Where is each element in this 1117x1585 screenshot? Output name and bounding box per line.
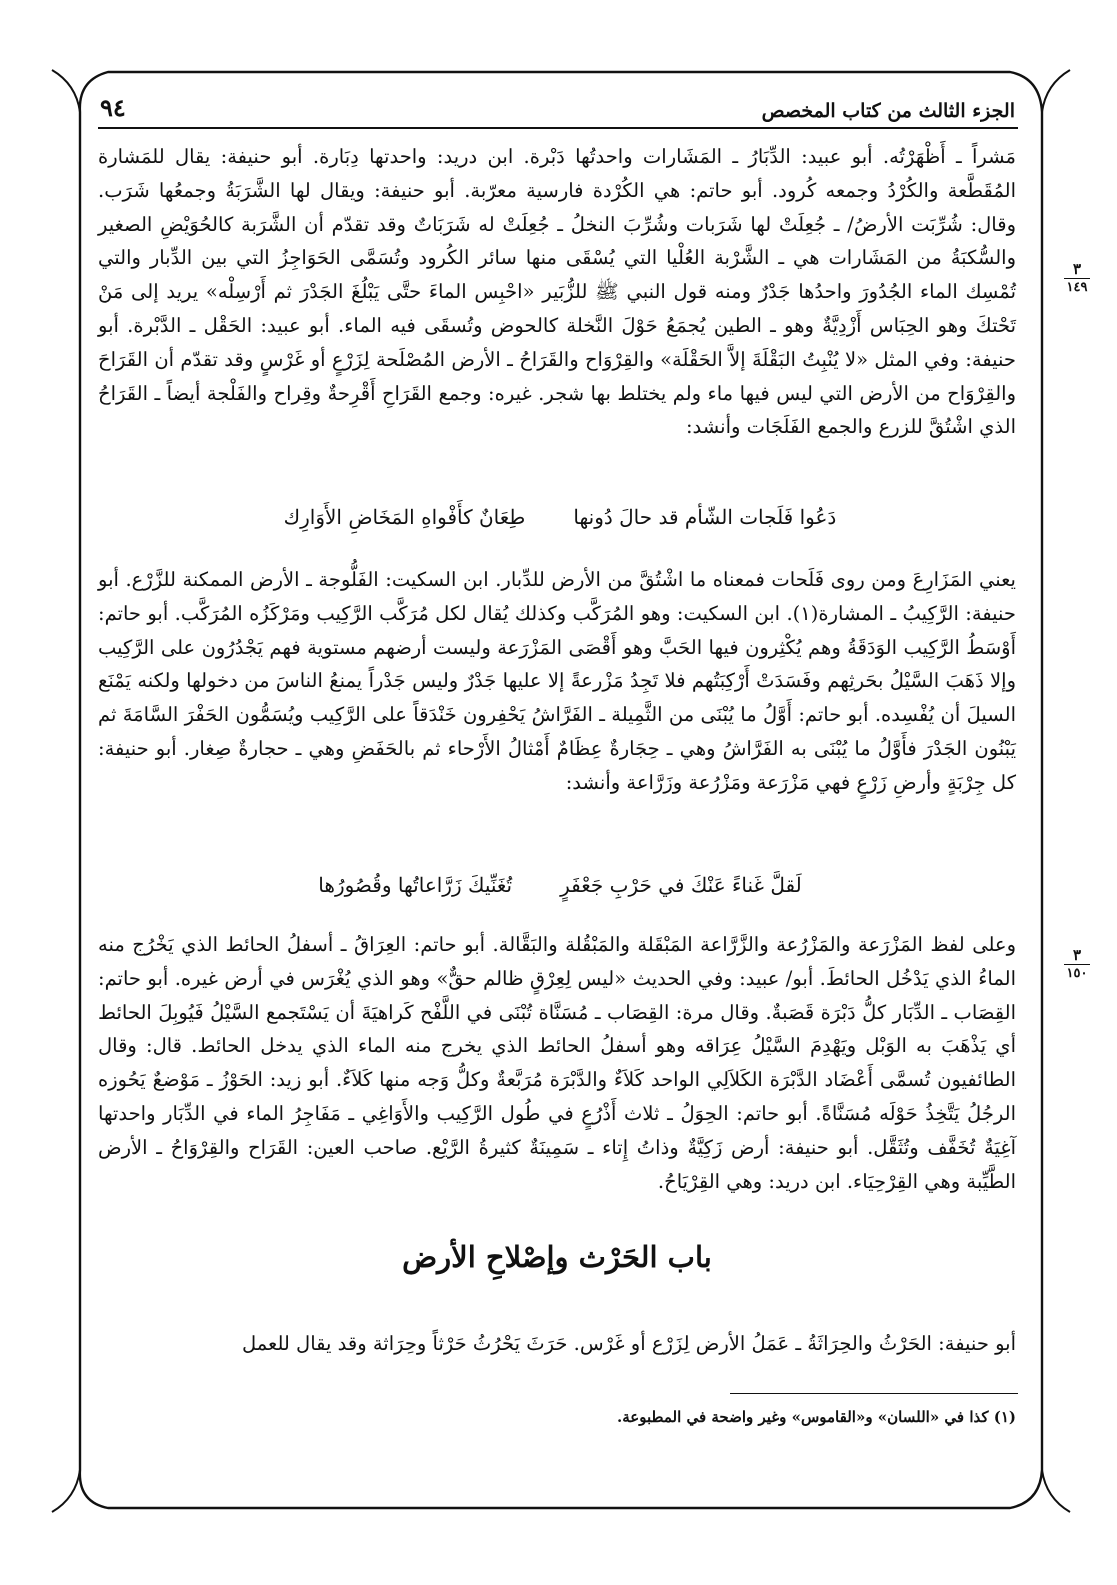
verse-hemistich: طِعَانٌ كأَفْواهِ المَخَاضِ الأَوَارِك: [283, 505, 526, 529]
footnote: (١) كذا في «اللسان» و«القاموس» وغير واضحة في المطبوعة.: [617, 1408, 1016, 1426]
verse-hemistich: تُغَنِّيكَ زَرَّاعاتُها وقُصُورُها: [318, 873, 513, 897]
paragraph: [98, 563, 1016, 800]
paragraph: [98, 1307, 1016, 1380]
paragraph-text: وعلى لفظ المَزْرَعة والمَزْرُعة والزَّرَّاعة المَبْقَلة والمَبْقُلة والبَقَّالة. أبو حاتم: العِرَاقُ ـ أسفلُ الحائط الذي يَخْرُج منه الماءُ الذي يَدْخُل الحائطَ. أبو/ عبيد: وفي الحديث «ليس لِعِرْقٍ ظالم حقٌّ» وهو الذي يُغْرَس في أرض غيره. أبو حاتم: القِصَاب ـ الدِّبَار كلُّ دَبْرَة قَصَبةٌ. وقال مرة: القِصَاب ـ مُسَنَّاة تُبْنَى في اللَّفْح كَراهيَةَ أن يَسْتَجمع السَّيْلُ فَيُوبِلَ الحائط أي يَذْهَبَ به الوَبْل ويَهْدِمَ السَّيْلُ عِرَاقه وهو أسفلُ الحائط الذي يخرج منه الماء الذي يدخل الحائط. قال: وقال الطائفيون تُسمَّى أَعْضَاد الدَّبْرَة الكَلاَلِي الواحد كَلاَءٌ والدَّبْرَة مُرَبَّعةٌ وكلُّ وَجه منها كَلاَءٌ. أبو زيد: الحَوْزُ ـ مَوْضعٌ يَحُوزه الرجُلُ يَتَّخِذُ حَوْلَه مُسَنَّاةً. أبو حاتم: الحِوَلُ ـ ثلاث أَذْرُعٍ في طُول الرَّكِيب والأَوَاغِي ـ مَفَاجِرُ الماء في الدِّبَار واحدتها آغِيَةٌ تُخَفَّف وتُثَقَّل. أبو حنيفة: أرض زَكِيَّةٌ وذاتُ إِتاء ـ سَمِينَةٌ كثيرةُ الرَّيْع. صاحب العين: القَرَاح والقِرْوَاحُ ـ الأرض الطَّيِّبة وهي القِرْحِيَاء. ابن دريد: وهي القِرْيَاحُ.: [98, 933, 1016, 1193]
paragraph: [98, 140, 1016, 444]
verse-hemistich: لَقلَّ غَناءً عَنْكَ في حَرْبِ جَعْفَرٍ: [560, 873, 802, 897]
page-header: [100, 86, 1015, 122]
paragraph-text: أبو حنيفة: الحَرْثُ والحِرَاثَةُ ـ عَمَلُ الأرض لِزَرْع أو غَرْس. حَرَثَ يَحْرُثُ حَرْثاً وحِرَاثة وقد يقال للعمل: [242, 1331, 1016, 1355]
margin-marker: ٣ ١٤٩: [1064, 262, 1090, 295]
page-number: ٩٤: [100, 93, 126, 122]
paragraph-text: يعني المَزَارِعَ ومن روى فَلَحات فمعناه ما اشْتُقَّ من الأرض للدِّبار. ابن السكيت: الفَلُّوجة ـ الأرض الممكنة للزَّرْع. أبو حنيفة: الرَّكِيبُ ـ المشارة(١). ابن السكيت: وهو المُرَكَّب وكذلك يُقال لكل مُرَكَّب الرَّكِيب ومَرْكَزُه المُرَكَّب. أبو حاتم: أَوْسَطُ الرَّكِيب الوَدَقَةُ وهم يُكْثِرون فيها الحَبَّ وهو أَقْصَى المَزْرَعة وليست أرضهم مستوية فهم يَجْدُرُون على الرَّكِيب وإلا ذَهَبَ السَّيْلُ بحَرثِهم وفَسَدَتْ أَرْكِبَتُهم فلا تَجِدُ مَزْرعةً إلا عليها جَدْرٌ وليس جَدْراً يمنعُ الناسَ من دخولها ولكنه يَمْنَع السيلَ أن يُفْسِده. أبو حاتم: أَوَّلُ ما يُبْنَى من الثَّمِيلة ـ الفَرَّاشُ يَحْفِرون خَنْدَقاً على الرَّكِيب ويُسَمُّون الحَفْرَ السَّامَةَ ثم يَبْنُون الجَدْرَ فأَوَّلُ ما يُبْنَى به الفَرَّاشُ وهي ـ حِجَارةٌ عِظَامٌ أَمْثالُ الأَرْحاء ثم بالحَفَضِ وهي ـ حجارةٌ صِغار. أبو حنيفة: كل جِرْبَةٍ وأرضِ زَرْعٍ فهي مَزْرَعة ومَزْرُعة وزَرَّاعة وأنشد:: [98, 568, 1016, 794]
footnote-rule: [730, 1393, 1018, 1394]
paragraph-text: مَشراً ـ أَظْهَرْتُه. أبو عبيد: الدِّبَارُ ـ المَشَارات واحدتُها دَبْرة. ابن دريد: واحدتها دِبَارة. أبو حنيفة: يقال للمَشارة المُقَطَّعة والكُرْدُ وجمعه كُرود. أبو حاتم: هي الكُرْدة فارسية معرّبة. أبو حنيفة: ويقال لها الشَّرَبَةُ وجمعُها شَرَب. وقال: شُرِّبَت الأرضُ/ ـ جُعِلَتْ لها شَرَبات وشُرِّبَ النخلُ ـ جُعِلَتْ له شَرَبَاتٌ وقد تقدّم أن الشَّرَبة كالحُوَيْضِ الصغير والسُّكبَةُ من المَشَارات هي ـ الشَّرْبة العُلْيا التي يُسْقَى منها سائر الكُرود وتُسَمَّى الحَوَاجِزُ التي بين الدِّبار والتي تُمْسِك الماء الجُدُورَ واحدُها جَدْرٌ ومنه قول النبي ﷺ للزُّبَير «احْبِس الماءَ حتَّى يَبْلُغَ الجَدْرَ ثم أَرْسِلْه» يريد إلى مَنْ تَحْتكَ وهو الحِبَاس أَزْدِيَّةٌ وهو ـ الطين يُجمَعُ حَوْلَ النَّخلة كالحوض وتُسقَى فيه الماء. أبو عبيد: الحَقْل ـ الدَّبْرة. أبو حنيفة: وفي المثل «لا يُنْبِتُ البَقْلَةَ إلاَّ الحَقْلَة» والقِرْوَاح والقَرَاحُ ـ الأرض المُصْلَحة لِزَرْعٍ أو غَرْسٍ وقد تقدّم أن القَرَاحَ والقِرْوَاح من الأرض التي ليس فيها ماء ولم يختلط بها شجر. غيره: وجمع القَرَاحِ أَقْرِحةٌ وقِراح والفَلْجة أيضاً ـ القَرَاحُ الذي اشْتُقَّ للزرع والجمع الفَلَجَات وأنشد:: [98, 145, 1016, 439]
verse-line: [150, 873, 970, 897]
section-heading: باب الحَرْث وإصْلاحِ الأرض: [402, 1240, 712, 1274]
header-rule: [98, 127, 1018, 129]
verse-hemistich: دَعُوا فَلَجات الشّأم قد حالَ دُونها: [573, 505, 837, 529]
verse-line: [150, 505, 970, 529]
paragraph: [98, 928, 1016, 1198]
margin-marker: ٣ ١٥٠: [1064, 948, 1090, 981]
running-title: الجزء الثالث من كتاب المخصص: [761, 100, 1015, 122]
